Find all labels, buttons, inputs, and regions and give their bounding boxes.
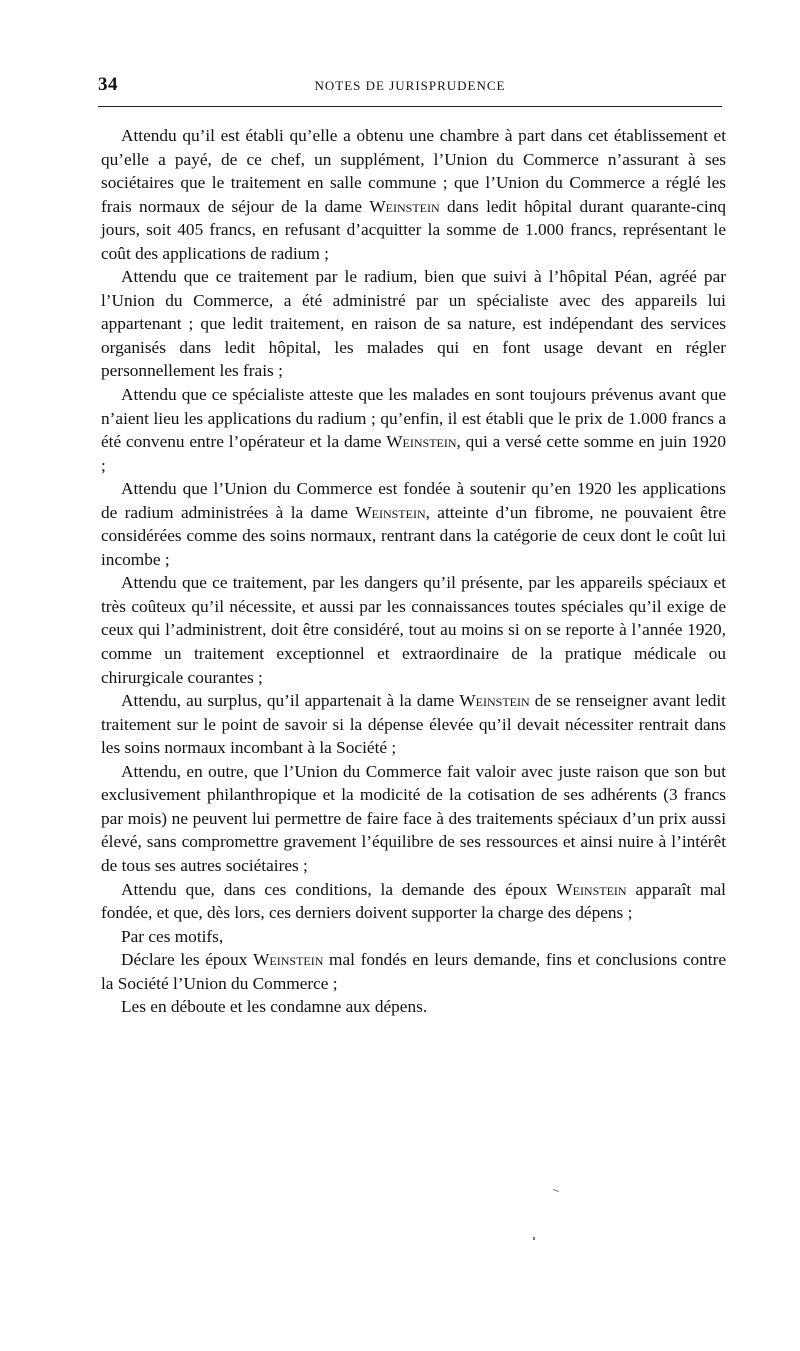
text-run: Attendu que l’Union du Commerce est fondée à soutenir qu’en 1920 les applications de radium administrées à la dame (101, 479, 726, 522)
running-title: NOTES DE JURISPRUDENCE (314, 78, 506, 93)
text-run: Attendu que ce traitement par le radium, bien que suivi à l’hôpital Péan, agréé par l’Union du Commerce, a été administré par un spécialiste avec des appareils lui appartenant ; que ledit traitement, en raison de sa nature, est indépendant des services organisés dans ledit hôpital, les malades qui en font usage devant en régler personnellement les frais ; (101, 267, 726, 381)
text-run: Attendu que ce traitement, par les dangers qu’il présente, par les appareils spéciaux et très coûteux qu’il nécessite, et aussi par les connaissances toutes spéciales qu’il exige de ceux qui l’administrent, doit être considéré, tout au moins si on se reporte à l’année 1920, comme un traitement exceptionnel et extraordinaire de la pratique médicale ou chirurgicale courantes ; (101, 573, 726, 687)
party-name: Weinstein (459, 691, 530, 711)
paragraph-3 (101, 383, 726, 477)
party-name: Weinstein (386, 432, 457, 452)
text-run: mal fondés en leurs demande, fins et conclusions contre la Société l’Union du Commerce ; (101, 950, 726, 993)
text-run: Par ces motifs, (121, 926, 224, 946)
page-header (98, 74, 722, 102)
page-number: 34 (98, 74, 118, 95)
text-run: Attendu que, dans ces conditions, la demande des époux (121, 879, 557, 899)
text-run: de se renseigner avant ledit traitement sur le point de savoir si la dépense élevée qu’il devait nécessiter rentrait dans les soins normaux incombant à la Société ; (101, 691, 726, 758)
party-name: Weinstein (253, 950, 324, 970)
party-name: Weinstein (369, 196, 440, 216)
party-name: Weinstein (355, 502, 426, 522)
text-run: Attendu, au surplus, qu’il appartenait à la dame (121, 691, 460, 711)
text-run: Les en déboute et les condamne aux dépens. (121, 997, 428, 1017)
paragraph-4 (101, 477, 726, 571)
paragraph-11 (101, 995, 726, 1019)
scan-speck (533, 1237, 535, 1240)
header-rule (98, 106, 722, 107)
text-run: Attendu, en outre, que l’Union du Commerce fait valoir avec juste raison que son but exclusivement philanthropique et la modicité de la cotisation de ses adhérents (3 francs par mois) ne peuvent lui permettre de faire face à des traitements spéciaux d’un prix aussi élevé, sans compromettre gravement l’équilibre de ses ressources et ainsi nuire à l’intérêt de tous ses autres sociétaires ; (101, 761, 726, 875)
text-run: Attendu qu’il est établi qu’elle a obtenu une chambre à part dans cet établissement et qu’elle a payé, de ce chef, un supplément, l’Union du Commerce n’assurant à ses sociétaires que le traitement en salle commune ; que l’Union du Commerce a réglé les frais normaux de séjour de la dame (101, 126, 726, 216)
judgment-text (101, 124, 726, 1019)
party-name: Weinstein (556, 879, 627, 899)
paragraph-2 (101, 265, 726, 383)
paragraph-7 (101, 760, 726, 878)
paragraph-10 (101, 948, 726, 995)
paragraph-9 (101, 925, 726, 949)
paragraph-8 (101, 878, 726, 925)
paragraph-5 (101, 571, 726, 689)
paragraph-6 (101, 689, 726, 760)
text-run: , qui a versé cette somme en juin 1920 ; (101, 432, 727, 475)
scan-speck (553, 1189, 559, 1192)
paragraph-1 (101, 124, 726, 265)
text-run: Déclare les époux (121, 950, 254, 970)
text-run: dans ledit hôpital durant quarante-cinq jours, soit 405 francs, en refusant d’acquitter la somme de 1.000 francs, représentant le coût des applications de radium ; (101, 196, 726, 263)
text-run: Attendu que ce spécialiste atteste que les malades en sont toujours prévenus avant que n’aient lieu les applications du radium ; qu’enfin, il est établi que le prix de 1.000 francs a été convenu entre l’opérateur et la dame (101, 385, 726, 452)
text-run: apparaît mal fondée, et que, dès lors, ces derniers doivent supporter la charge des dépens ; (101, 879, 726, 923)
text-run: , atteinte d’un fibrome, ne pouvaient être considérées comme des soins normaux, rentrant dans la catégorie de ceux dont le coût lui incombe ; (101, 502, 726, 569)
